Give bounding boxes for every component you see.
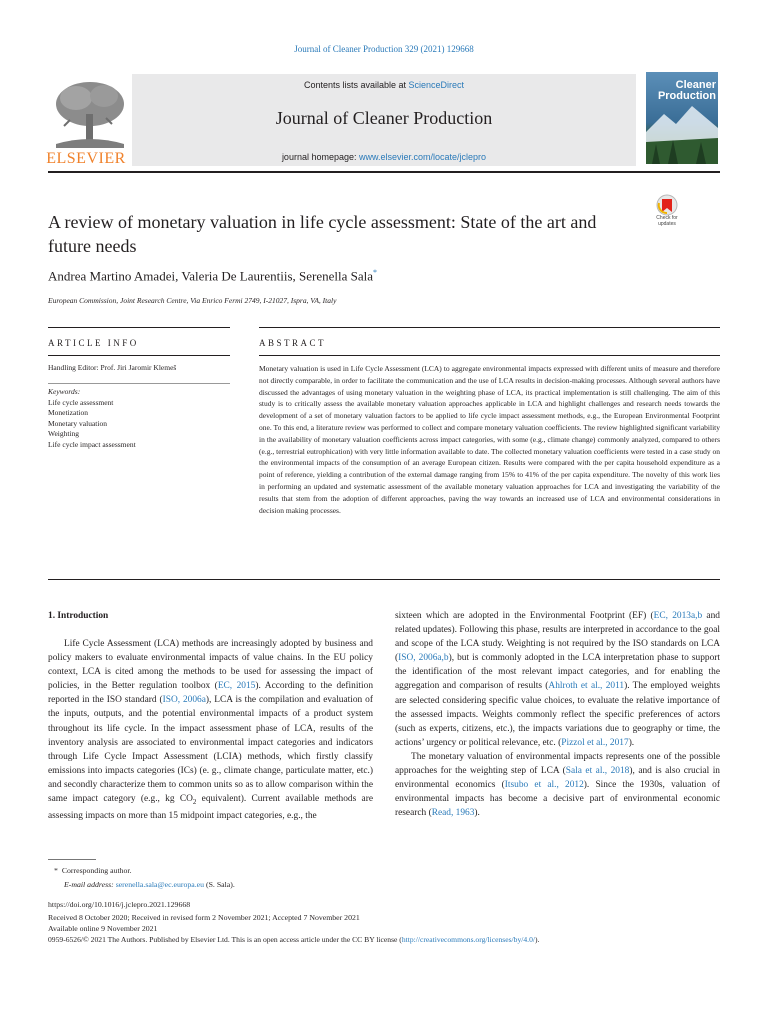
- abstract-top-rule: [259, 327, 720, 328]
- homepage-line: [132, 152, 636, 162]
- paragraph-text: ). The employed weights are selected considering specific value choices, to evaluate the relative importance of the assessed impacts. Weights commonly reflect the specific preferences of actors (such as experts, citizens, etc.), the impacts variations due to geography or time, the actions’ urgency or political relevance, etc. (: [395, 681, 720, 748]
- contents-prefix: Contents lists available at: [303, 80, 409, 90]
- article-title: A review of monetary valuation in life cycle assessment: State of the art and future needs: [48, 212, 597, 256]
- paragraph-text: ), and is also crucial in environmental economics (: [395, 766, 720, 791]
- abstract-text: Monetary valuation is used in Life Cycle Assessment (LCA) to aggregate environmental impacts expressed with different units of measure and therefore not directly comparable, in order to facilitate the communication and the use of LCA results in decision-making processes. Although several authors have discussed the advantages of using monetary valuation in the weighting phase of LCA, its practical implementation is still challenging. The aim of this study is to critically assess the available monetary valuation approaches applicable in LCA and highlight challenges and research needs towards the development of a set of monetary valuation factors to be applied to life cycle impact assessment methods, e.g., the European Environmental Footprint one. To this end, a literature review was performed to collect and compare monetary valuation coefficients. The review highlighted significant variability in the availability of monetary valuation coefficients across impact categories, with some (e.g., climate change) commonly analyzed, compared to others (e.g., terrestrial eutrophication) with very little information available to date. The collected monetary valuation coefficients were tested in a case study on the environmental impacts of the consumption of an average European citizen. Results were compared with the per capita household expenditure as a point of reference, yielding a contribution of the external damage ranging from 15% to 41% of the per capita expenditure. The novelty of this work lies in performing an updated and systematic assessment of the available monetary valuation approaches for LCA and investigating the variability of the results that stem from the adoption of different approaches, paving the way towards an increased use of LCA and environmental considerations in decision making processes.: [259, 364, 720, 515]
- available-online: Available online 9 November 2021: [48, 924, 158, 933]
- article-info-mid-rule: [48, 355, 230, 356]
- email-footnote: [64, 880, 235, 889]
- paragraph-text: equivalent). Current available methods are assessing impacts on more than 15 midpoint impact categories, e.g., the: [48, 794, 373, 821]
- journal-title: Journal of Cleaner Production: [275, 108, 493, 128]
- keyword-item: Monetization: [48, 408, 88, 417]
- paragraph-text: ), LCA is the compilation and evaluation of the inputs, outputs, and the potential environmental impacts of a product system throughout its life cycle. In the impact assessment phase of LCA, results of the inventory analysis are associated to environmental impact categories and indicators through Life Cycle Impact Assessment (LCIA) methods, which firstly classify emissions into impacts categories (ICs) (e. g., climate change, particulate matter, etc.) and secondly characterize them to common units so as to allow comparison within the same impact category (e.g., kg CO: [48, 695, 373, 805]
- email-label: E-mail address:: [64, 880, 116, 889]
- abstract-bottom-rule: [48, 579, 720, 580]
- journal-citation[interactable]: Journal of Cleaner Production 329 (2021) 129668: [294, 44, 474, 54]
- elsevier-wordmark[interactable]: ELSEVIER: [46, 150, 126, 167]
- keywords-rule: [48, 383, 230, 384]
- citation-link[interactable]: EC, 2015: [217, 681, 256, 692]
- citation-link[interactable]: EC, 2013a,b: [653, 611, 703, 621]
- keyword-item: Life cycle impact assessment: [48, 439, 136, 449]
- paragraph-text: Life Cycle Assessment (LCA) methods are increasingly adopted by business and policy makers to evaluate environmental impacts of value chains. In the EU policy context, LCA is cited among the methods to be used for assessing the impact of policies, in the Better regulation toolbox (: [48, 639, 373, 692]
- cover-title: Cleaner Production: [657, 79, 716, 102]
- paragraph-text: and related updates). Following this phase, results are interpreted in accordance to the goal and scope of the LCA study. Weighting is not required by the ISO standards on LCA (: [395, 611, 720, 664]
- email-suffix: (S. Sala).: [204, 880, 235, 889]
- license-line: [48, 935, 728, 945]
- section-heading-introduction: 1. Introduction: [48, 611, 109, 621]
- paragraph-text: ).: [474, 808, 480, 819]
- homepage-prefix: journal homepage:: [281, 152, 359, 162]
- keyword-item: Life cycle assessment: [48, 397, 114, 407]
- keyword-item: Weighting: [48, 429, 80, 438]
- license-prefix: 0959-6526/© 2021 The Authors. Published by Elsevier Ltd. This is an open access article under the CC BY license (: [48, 935, 402, 944]
- keywords-label: Keywords:: [48, 387, 81, 396]
- corresponding-label: Corresponding author.: [61, 866, 132, 875]
- intro-left-column: [48, 637, 373, 823]
- corresponding-author-mark[interactable]: *: [373, 268, 378, 277]
- footnote-rule: [48, 859, 96, 860]
- citation-link[interactable]: Read, 1963: [431, 808, 475, 819]
- corresponding-footnote: [54, 866, 132, 875]
- paragraph-text: The monetary valuation of environmental impacts represents one of the possible approaches for the weighting step of LCA (: [395, 751, 720, 777]
- email-link[interactable]: serenella.sala@ec.europa.eu: [115, 880, 205, 889]
- author-list: [48, 268, 377, 284]
- doi-link[interactable]: https://doi.org/10.1016/j.jclepro.2021.129668: [48, 900, 191, 909]
- footnote-mark: *: [54, 866, 58, 875]
- citation-link[interactable]: ISO, 2006a,b: [398, 653, 449, 664]
- citation-link[interactable]: Pizzol et al., 2017: [561, 737, 629, 748]
- citation-link[interactable]: Itsubo et al., 2012: [504, 780, 584, 791]
- paragraph-text: ), but is commonly adopted in the LCA interpretation phase to support the identification of the most relevant impact categories, and for enabling the aggregation and comparison of results (: [395, 653, 720, 692]
- citation-link[interactable]: Ahlroth et al., 2011: [548, 681, 625, 692]
- header-rule: [48, 171, 720, 173]
- homepage-link[interactable]: www.elsevier.com/locate/jclepro: [359, 152, 487, 162]
- abstract-heading: ABSTRACT: [259, 338, 327, 348]
- abstract-mid-rule: [259, 355, 720, 356]
- license-suffix: ).: [534, 935, 540, 944]
- intro-paragraph-3: [395, 750, 720, 820]
- intro-right-column: [395, 609, 720, 820]
- paragraph-text: ). According to the definition reported in the ISO standard (: [48, 681, 374, 706]
- citation-link[interactable]: ISO, 2006a: [162, 695, 206, 706]
- received-dates: Received 8 October 2020; Received in revised form 2 November 2021; Accepted 7 November 2021: [48, 913, 360, 922]
- subscript: 2: [192, 797, 197, 806]
- affiliation: European Commission, Joint Research Centre, Via Enrico Fermi 2749, I-21027, Ispra, VA, Italy: [48, 296, 337, 305]
- citation-link[interactable]: Sala et al., 2018: [565, 766, 630, 777]
- handling-editor: Handling Editor: Prof. Jiri Jaromir Klemeš: [48, 363, 177, 372]
- sciencedirect-link[interactable]: ScienceDirect: [408, 80, 465, 90]
- check-for-updates-badge[interactable]: [647, 190, 687, 230]
- article-info-heading: ARTICLE INFO: [48, 338, 139, 348]
- paragraph-text: ). Since the 1930s, valuation of environmental impacts has become a decisive part of environmental economic research (: [395, 780, 720, 819]
- keywords-block: [48, 387, 136, 450]
- check-updates-label: Check for updates: [656, 215, 678, 227]
- intro-paragraph-2: [395, 609, 720, 750]
- contents-line: [132, 80, 636, 90]
- article-info-top-rule: [48, 327, 230, 328]
- paragraph-text: sixteen which are adopted in the Environmental Footprint (EF) (: [395, 611, 654, 621]
- authors-text: Andrea Martino Amadei, Valeria De Laurentiis, Serenella Sala: [48, 268, 374, 284]
- keyword-item: Monetary valuation: [48, 418, 107, 428]
- license-link[interactable]: http://creativecommons.org/licenses/by/4.0/: [401, 935, 535, 944]
- paragraph-text: ).: [628, 737, 635, 748]
